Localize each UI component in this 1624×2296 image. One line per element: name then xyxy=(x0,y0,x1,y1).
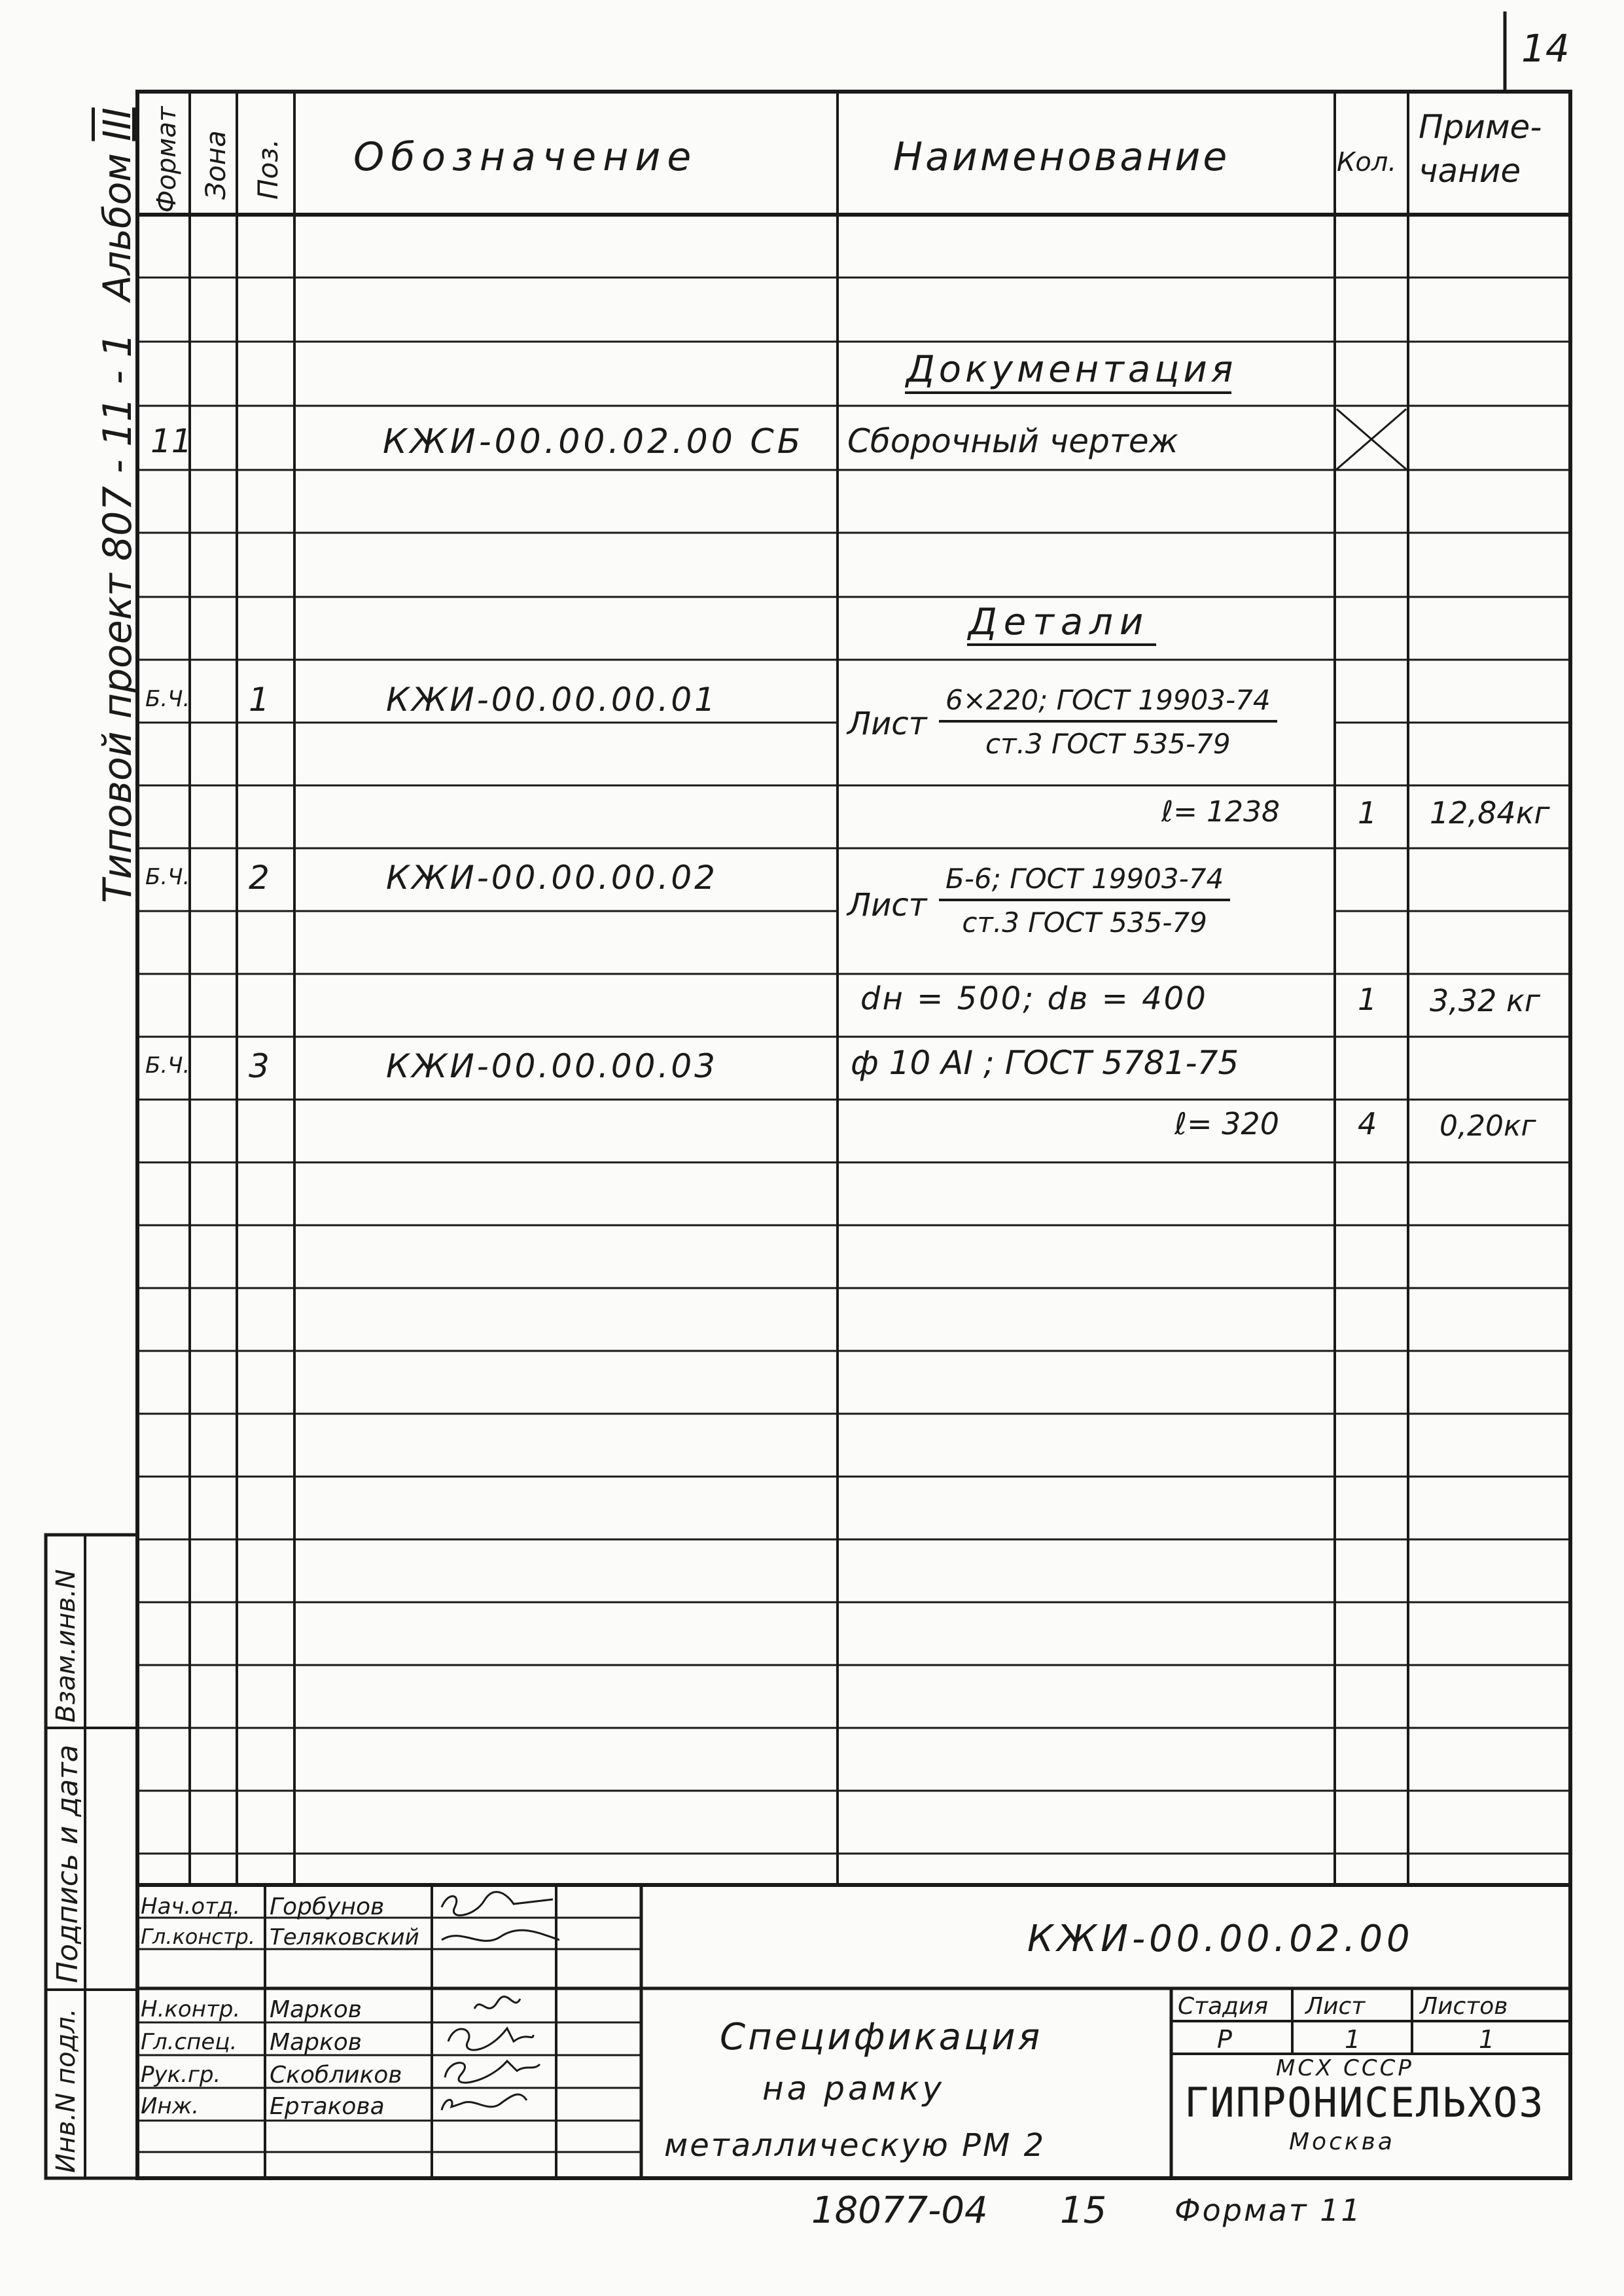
name-1: Горбунов xyxy=(270,1893,385,1920)
part2-spec: Б-6; ГОСТ 19903-74 ст.3 ГОСТ 535-79 xyxy=(939,863,1230,939)
part3-format: Б.Ч. xyxy=(145,1052,190,1079)
doc-title-1: Спецификация xyxy=(720,2016,1043,2058)
name-4: Марков xyxy=(270,2029,362,2056)
header-designation: Обозначение xyxy=(353,134,698,180)
header-pos: Поз. xyxy=(252,139,284,200)
part2-qty: 1 xyxy=(1358,982,1377,1017)
part1-qty: 1 xyxy=(1358,795,1377,831)
stage-value: Р xyxy=(1217,2025,1232,2054)
part2-pos: 2 xyxy=(249,859,270,897)
role-5: Рук.гр. xyxy=(141,2062,221,2088)
part2-designation: КЖИ-00.00.00.02 xyxy=(386,859,718,897)
part3-pos: 3 xyxy=(249,1047,270,1085)
part1-note: 12,84кг xyxy=(1430,795,1550,831)
sheets-value: 1 xyxy=(1479,2025,1495,2054)
documentation-heading: Документация xyxy=(906,348,1237,391)
part3-qty: 4 xyxy=(1358,1106,1377,1141)
part1-designation: КЖИ-00.00.00.01 xyxy=(386,681,718,719)
part1-format: Б.Ч. xyxy=(145,686,190,712)
name-3: Марков xyxy=(270,1996,362,2023)
doc-title-2: на рамку xyxy=(762,2070,945,2108)
part3-name: ф 10 АI ; ГОСТ 5781-75 xyxy=(851,1044,1239,1082)
role-2: Гл.констр. xyxy=(141,1924,255,1949)
role-4: Гл.спец. xyxy=(141,2029,238,2055)
header-qty: Кол. xyxy=(1337,147,1397,177)
sheets-label: Листов xyxy=(1420,1993,1508,2020)
stage-label: Стадия xyxy=(1178,1993,1269,2020)
title-designation: КЖИ-00.00.02.00 xyxy=(1027,1918,1414,1960)
part1-spec: 6×220; ГОСТ 19903-74 ст.3 ГОСТ 535-79 xyxy=(939,684,1277,760)
replace-inv-label: Взам.инв.N xyxy=(51,1569,81,1723)
header-note-2: чание xyxy=(1419,152,1521,190)
header-format: Формат xyxy=(152,106,182,213)
sheet-value: 1 xyxy=(1345,2025,1361,2054)
name-6: Ертакова xyxy=(270,2093,385,2120)
organization-logo: ГИПРОНИСЕЛЬХОЗ xyxy=(1184,2079,1545,2126)
footer-number: 15 xyxy=(1060,2189,1107,2232)
part2-format: Б.Ч. xyxy=(145,864,190,890)
page-number: 14 xyxy=(1521,26,1570,71)
part2-dims: dн = 500; dв = 400 xyxy=(860,980,1208,1017)
part3-length: ℓ= 320 xyxy=(1174,1106,1279,1141)
part3-note: 0,20кг xyxy=(1439,1109,1536,1143)
footer-format: Формат 11 xyxy=(1174,2193,1362,2228)
signature-date-label: Подпись и дата xyxy=(51,1744,84,1983)
inv-orig-label: Инв.N подл. xyxy=(51,2008,81,2173)
city: Москва xyxy=(1289,2128,1395,2155)
part2-word: Лист xyxy=(847,887,927,924)
album-label: Альбом III xyxy=(95,107,139,301)
header-name: Наименование xyxy=(893,134,1230,180)
role-6: Инж. xyxy=(141,2093,200,2119)
part2-note: 3,32 кг xyxy=(1430,983,1540,1018)
role-1: Нач.отд. xyxy=(141,1893,241,1920)
part1-word: Лист xyxy=(847,706,927,742)
footer-code: 18077-04 xyxy=(811,2189,988,2232)
name-2: Теляковский xyxy=(270,1924,419,1950)
name-5: Скобликов xyxy=(270,2062,402,2089)
project-label: Типовой проект 807 - 11 - 1 xyxy=(95,332,141,903)
part3-designation: КЖИ-00.00.00.03 xyxy=(386,1047,718,1085)
ministry: МСХ СССР xyxy=(1276,2055,1414,2081)
part1-length: ℓ= 1238 xyxy=(1161,795,1280,829)
sheet-label: Лист xyxy=(1305,1993,1366,2020)
header-note-1: Приме- xyxy=(1419,108,1542,146)
header-zone: Зона xyxy=(200,130,232,200)
signature-scribbles xyxy=(435,1888,559,2149)
details-heading: Детали xyxy=(968,601,1150,643)
doc-title-3: металлическую РМ 2 xyxy=(664,2127,1046,2164)
doc-format: 11 xyxy=(150,422,192,460)
role-3: Н.контр. xyxy=(141,1996,241,2022)
doc-name: Сборочный чертеж xyxy=(847,422,1178,460)
part1-pos: 1 xyxy=(249,681,270,719)
doc-designation: КЖИ-00.00.02.00 СБ xyxy=(383,422,804,461)
